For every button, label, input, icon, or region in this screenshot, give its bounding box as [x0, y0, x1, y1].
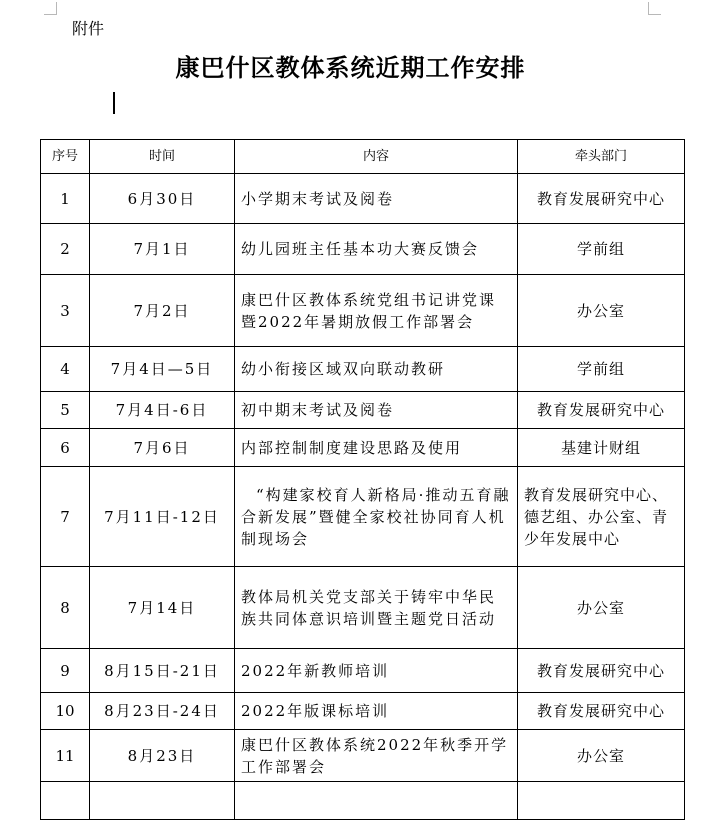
table-row [41, 224, 685, 275]
header-no: 序号 [41, 140, 90, 174]
table-row [41, 429, 685, 467]
table-row [41, 275, 685, 347]
row-no[interactable]: 5 [41, 392, 90, 429]
row-content[interactable]: 康巴什区教体系统党组书记讲党课暨2022年暑期放假工作部署会 [235, 275, 518, 347]
text-cursor[interactable] [113, 92, 115, 114]
row-no[interactable]: 4 [41, 347, 90, 392]
row-content[interactable]: 幼儿园班主任基本功大赛反馈会 [235, 224, 518, 275]
row-time[interactable]: 8月23日 [90, 730, 235, 782]
row-dept[interactable]: 教育发展研究中心 [518, 649, 685, 693]
row-no[interactable]: 2 [41, 224, 90, 275]
row-no[interactable]: 10 [41, 693, 90, 730]
row-dept[interactable]: 学前组 [518, 224, 685, 275]
row-dept[interactable]: 学前组 [518, 347, 685, 392]
row-time[interactable]: 7月1日 [90, 224, 235, 275]
margin-mark-right [648, 2, 661, 15]
row-dept[interactable]: 办公室 [518, 567, 685, 649]
row-content[interactable]: 教体局机关党支部关于铸牢中华民族共同体意识培训暨主题党日活动 [235, 567, 518, 649]
row-time[interactable]: 7月4日—5日 [90, 347, 235, 392]
row-no[interactable]: 7 [41, 467, 90, 567]
row-time[interactable]: 8月23日-24日 [90, 693, 235, 730]
row-time[interactable]: 7月6日 [90, 429, 235, 467]
row-no[interactable]: 1 [41, 174, 90, 224]
header-content: 内容 [235, 140, 518, 174]
table-row [41, 347, 685, 392]
row-no[interactable]: 8 [41, 567, 90, 649]
schedule-table [40, 139, 685, 820]
row-no[interactable]: 9 [41, 649, 90, 693]
row-content[interactable]: 幼小衔接区域双向联动教研 [235, 347, 518, 392]
row-dept[interactable]: 教育发展研究中心 [518, 693, 685, 730]
margin-mark-left [44, 2, 57, 15]
document-title: 康巴什区教体系统近期工作安排 [175, 54, 526, 82]
table-row [41, 174, 685, 224]
row-content[interactable]: 小学期末考试及阅卷 [235, 174, 518, 224]
table-row [41, 782, 685, 820]
row-time[interactable]: 7月14日 [90, 567, 235, 649]
row-content[interactable] [235, 782, 518, 820]
row-content[interactable]: “构建家校育人新格局·推动五育融合新发展”暨健全家校社协同育人机制现场会 [235, 467, 518, 567]
row-dept[interactable] [518, 782, 685, 820]
row-dept[interactable]: 教育发展研究中心 [518, 392, 685, 429]
row-content[interactable]: 康巴什区教体系统2022年秋季开学工作部署会 [235, 730, 518, 782]
row-no[interactable]: 3 [41, 275, 90, 347]
row-time[interactable] [90, 782, 235, 820]
header-time: 时间 [90, 140, 235, 174]
row-content[interactable]: 初中期末考试及阅卷 [235, 392, 518, 429]
table-row [41, 567, 685, 649]
row-no[interactable] [41, 782, 90, 820]
header-dept: 牵头部门 [518, 140, 685, 174]
row-time[interactable]: 7月2日 [90, 275, 235, 347]
table-row [41, 693, 685, 730]
row-time[interactable]: 7月11日-12日 [90, 467, 235, 567]
row-dept[interactable]: 办公室 [518, 275, 685, 347]
row-dept[interactable]: 基建计财组 [518, 429, 685, 467]
table-row [41, 730, 685, 782]
row-content[interactable]: 内部控制制度建设思路及使用 [235, 429, 518, 467]
row-dept[interactable]: 教育发展研究中心 [518, 174, 685, 224]
row-no[interactable]: 6 [41, 429, 90, 467]
table-row [41, 467, 685, 567]
row-time[interactable]: 6月30日 [90, 174, 235, 224]
row-content[interactable]: 2022年新教师培训 [235, 649, 518, 693]
row-dept[interactable]: 办公室 [518, 730, 685, 782]
row-content[interactable]: 2022年版课标培训 [235, 693, 518, 730]
row-dept[interactable]: 教育发展研究中心、德艺组、办公室、青少年发展中心 [518, 467, 685, 567]
row-time[interactable]: 7月4日-6日 [90, 392, 235, 429]
row-time[interactable]: 8月15日-21日 [90, 649, 235, 693]
table-header-row [41, 140, 685, 174]
table-row [41, 392, 685, 429]
row-no[interactable]: 11 [41, 730, 90, 782]
attachment-label: 附件 [72, 19, 105, 38]
table-row [41, 649, 685, 693]
